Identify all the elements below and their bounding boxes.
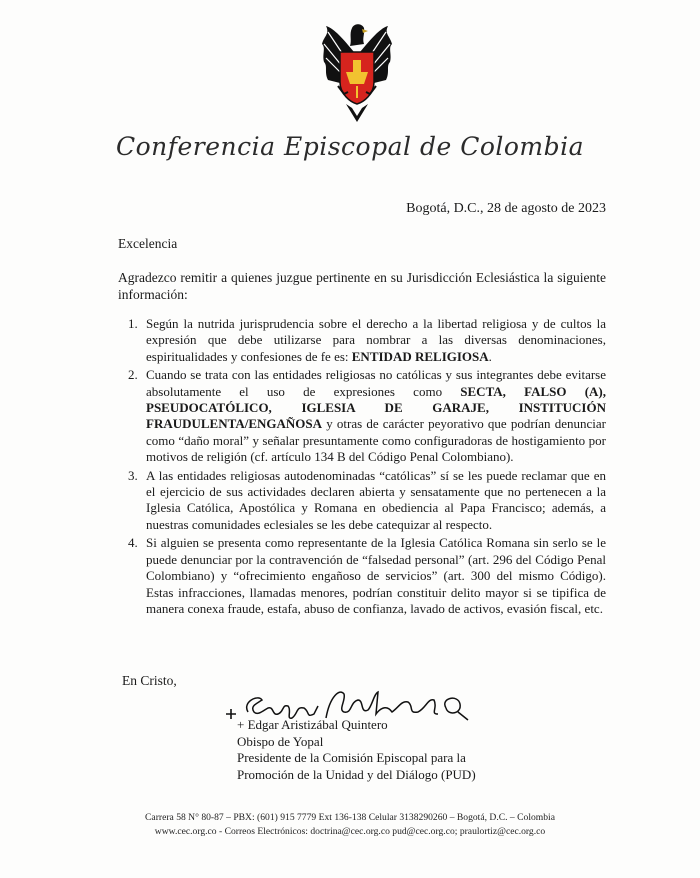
signer-role-line2: Promoción de la Unidad y del Diálogo (PUD) <box>237 766 476 782</box>
signer-name: + Edgar Aristizábal Quintero <box>237 717 388 732</box>
closing: En Cristo, <box>122 673 177 688</box>
bold-term: ENTIDAD RELIGIOSA <box>351 348 489 364</box>
footer-address: Carrera 58 N° 80-87 – PBX: (601) 915 7779 Ext 136-138 Celular 3138290260 – Bogotá, D.C. – Colombia <box>145 812 555 823</box>
list-item: 1. Según la nutrida jurisprudencia sobre el derecho a la libertad religiosa y de cultos la expresión que debe utilizarse para nombrar a las diversas denominaciones, espiritualidades y confesiones de fe es: ENTIDAD RELIGIOSA. <box>128 316 606 364</box>
bold-term: SECTA, FALSO (A), PSEUDOCATÓLICO, IGLESIA DE GARAJE, INSTITUCIÓN FRAUDULENTA/ENGAÑOSA <box>146 383 606 432</box>
salutation: Excelencia <box>118 236 178 251</box>
points-list <box>118 316 606 619</box>
footer <box>0 811 700 838</box>
org-name: Conferencia Episcopal de Colombia <box>115 132 585 161</box>
date-line: Bogotá, D.C., 28 de agosto de 2023 <box>406 201 606 216</box>
list-item: 4. Si alguien se presenta como representante de la Iglesia Católica Romana sin serlo se le puede denunciar por la contravención de “falsedad personal” (art. 296 del Código Penal Colombiano) y “ofrecimiento engañoso de servicios” (art. 300 del mismo Código). Estas infracciones, llamadas menores, podrían constituir delito mayor si se tipifica de manera conexa fraude, estafa, abuso de confianza, lavado de activos, evasión fiscal, etc. <box>128 535 606 616</box>
intro-paragraph: Agradezco remitir a quienes juzgue pertinente en su Jurisdicción Eclesiástica la siguiente información: <box>118 270 606 302</box>
signer-role-line1: Presidente de la Comisión Episcopal para la <box>237 750 466 765</box>
footer-contacts: www.cec.org.co - Correos Electrónicos: doctrina@cec.org.co pud@cec.org.co; praulortiz@cec.org.co <box>154 825 546 837</box>
list-item: 3. A las entidades religiosas autodenominadas “católicas” sí se les puede reclamar que en el ejercicio de sus actividades declaren abierta y sensatamente que no pertenecen a la Iglesia Católica, Apostólica y Romana en obediencia al Papa Francisco; además, a nuestras comunidades eclesiales se les debe catequizar al respecto. <box>128 467 606 532</box>
signer-title: Obispo de Yopal <box>237 733 324 749</box>
list-item: 2. Cuando se trata con las entidades religiosas no católicas y sus integrantes debe evitarse absolutamente el uso de expresiones como SECTA, FALSO (A), PSEUDOCATÓLICO, IGLESIA DE GARAJE, INSTITUCIÓN FRAUDULENTA/ENGAÑOSA y otras de carácter peyorativo que podrían denunciar como “daño moral” y señalar presuntamente como configuradoras de hostigamiento por motivos de religión (cf. artículo 134 B del Código Penal Colombiano). <box>128 367 606 465</box>
eagle-coat-of-arms-icon <box>318 22 396 130</box>
signature-block <box>237 717 476 783</box>
